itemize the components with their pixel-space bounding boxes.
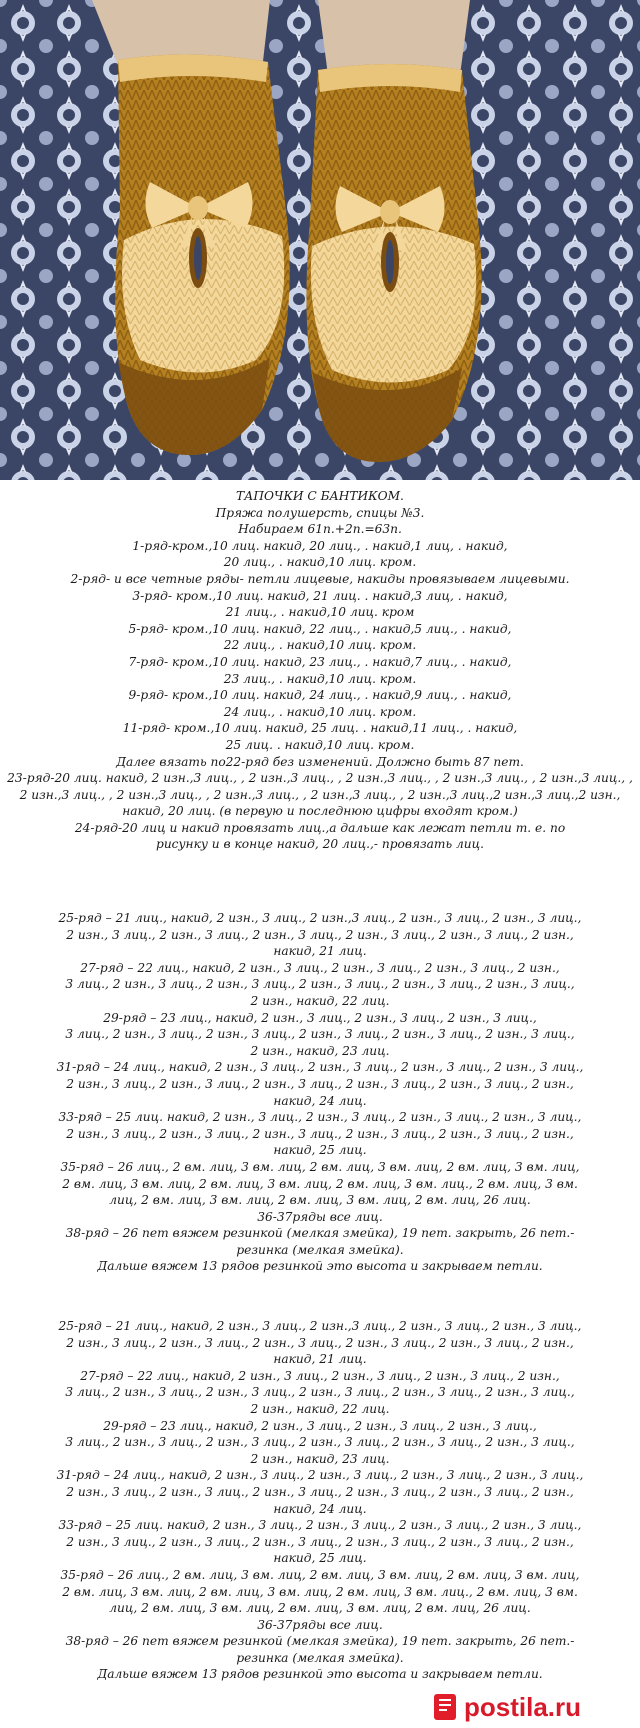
text-line: 3 лиц., 2 изн., 3 лиц., 2 изн., 3 лиц., 2 изн., 3 лиц., 2 изн., 3 лиц., 2 изн., 3 лиц., (65, 977, 575, 992)
text-line: 2 изн., накид, 22 лиц. (250, 993, 390, 1008)
text-line: накид, 21 лиц. (273, 944, 367, 959)
text-line: 3-ряд- кром.,10 лиц. накид, 21 лиц. . накид,3 лиц, . накид, (132, 588, 508, 603)
text-line: 9-ряд- кром.,10 лиц. накид, 24 лиц., . накид,9 лиц., . накид, (128, 688, 512, 703)
text-line: 2 изн., 3 лиц., 2 изн., 3 лиц., 2 изн., 3 лиц., 2 изн., 3 лиц., 2 изн., 3 лиц., 2 изн., (66, 1126, 574, 1141)
text-line: 2 изн., накид, 22 лиц. (250, 1401, 390, 1416)
text-line: 2 изн., 3 лиц., 2 изн., 3 лиц., 2 изн., 3 лиц., 2 изн., 3 лиц., 2 изн., 3 лиц., 2 изн., (66, 927, 574, 942)
text-line: 1-ряд-кром.,10 лиц. накид, 20 лиц., . накид,1 лиц, . накид, (132, 538, 508, 553)
text-line: 5-ряд- кром.,10 лиц. накид, 22 лиц., . накид,5 лиц., . накид, (128, 621, 512, 636)
text-line: накид, 20 лиц. (в первую и последнюю цифры входят кром.) (122, 804, 518, 819)
text-line: 31-ряд – 24 лиц., накид, 2 изн., 3 лиц., 2 изн., 3 лиц., 2 изн., 3 лиц., 2 изн., 3 лиц., (56, 1060, 584, 1075)
text-line: Дальше вяжем 13 рядов резинкой это высота и закрываем петли. (97, 1259, 543, 1274)
text-line: 22 лиц., . накид,10 лиц. кром. (223, 638, 417, 653)
text-line: 2 изн., 3 лиц., 2 изн., 3 лиц., 2 изн., 3 лиц., 2 изн., 3 лиц., 2 изн., 3 лиц., 2 изн., (66, 1076, 574, 1091)
text-line: 25-ряд – 21 лиц., накид, 2 изн., 3 лиц., 2 изн.,3 лиц., 2 изн., 3 лиц., 2 изн., 3 лиц., (58, 1319, 582, 1333)
watermark-text: postila.ru (464, 1692, 582, 1722)
text-line: резинка (мелкая змейка). (236, 1650, 404, 1665)
text-line: Далее вязать по22-ряд без изменений. Должно быть 87 пет. (116, 754, 524, 769)
text-line: лиц, 2 вм. лиц, 3 вм. лиц, 2 вм. лиц, 3 вм. лиц, 2 вм. лиц, 26 лиц. (109, 1601, 531, 1616)
text-line: 33-ряд – 25 лиц. накид, 2 изн., 3 лиц., 2 изн., 3 лиц., 2 изн., 3 лиц., 2 изн., 3 лиц., (58, 1518, 582, 1533)
text-line: ТАПОЧКИ С БАНТИКОМ. (236, 489, 404, 503)
text-line: 2 изн., 3 лиц., 2 изн., 3 лиц., 2 изн., 3 лиц., 2 изн., 3 лиц., 2 изн., 3 лиц., 2 изн., (66, 1534, 574, 1549)
text-line: накид, 24 лиц. (273, 1501, 367, 1516)
watermark (430, 1688, 636, 1724)
text-line: 31-ряд – 24 лиц., накид, 2 изн., 3 лиц., 2 изн., 3 лиц., 2 изн., 3 лиц., 2 изн., 3 лиц., (56, 1468, 584, 1483)
text-line: 38-ряд – 26 пет вяжем резинкой (мелкая змейка), 19 пет. закрыть, 26 пет.- (65, 1226, 575, 1241)
text-line: накид, 25 лиц. (273, 1551, 367, 1566)
text-line: 2 вм. лиц, 3 вм. лиц, 2 вм. лиц, 3 вм. лиц, 2 вм. лиц, 3 вм. лиц., 2 вм. лиц, 3 вм. (62, 1176, 578, 1191)
text-line: 3 лиц., 2 изн., 3 лиц., 2 изн., 3 лиц., 2 изн., 3 лиц., 2 изн., 3 лиц., 2 изн., 3 лиц., (65, 1385, 575, 1400)
text-line: 20 лиц., . накид,10 лиц. кром. (223, 555, 417, 570)
text-line: 36-37ряды все лиц. (257, 1617, 383, 1632)
text-line: накид, 25 лиц. (273, 1143, 367, 1158)
text-line: 3 лиц., 2 изн., 3 лиц., 2 изн., 3 лиц., 2 изн., 3 лиц., 2 изн., 3 лиц., 2 изн., 3 лиц., (65, 1435, 575, 1450)
text-line: рисунку и в конце накид, 20 лиц.,- провязать лиц. (156, 837, 484, 852)
text-line: Пряжа полушерсть, спицы №3. (215, 505, 425, 520)
text-line: Набираем 61п.+2п.=63п. (238, 522, 402, 537)
text-line: 27-ряд – 22 лиц., накид, 2 изн., 3 лиц., 2 изн., 3 лиц., 2 изн., 3 лиц., 2 изн., (80, 1368, 560, 1383)
text-line: 38-ряд – 26 пет вяжем резинкой (мелкая змейка), 19 пет. закрыть, 26 пет.- (65, 1634, 575, 1649)
text-line: 36-37ряды все лиц. (257, 1209, 383, 1224)
text-line: 2-ряд- и все четные ряды- петли лицевые, накиды провязываем лицевыми. (70, 571, 570, 586)
text-line: 3 лиц., 2 изн., 3 лиц., 2 изн., 3 лиц., 2 изн., 3 лиц., 2 изн., 3 лиц., 2 изн., 3 лиц., (65, 1027, 575, 1042)
slippers-photo (0, 0, 640, 480)
rows-section-first (0, 910, 640, 1275)
text-line: 2 изн., накид, 23 лиц. (250, 1043, 390, 1058)
text-line: 24-ряд-20 лиц и накид провязать лиц.,а дальше как лежат петли т. е. по (74, 820, 566, 835)
text-line: 35-ряд – 26 лиц., 2 вм. лиц, 3 вм. лиц, 2 вм. лиц, 3 вм. лиц, 2 вм. лиц, 3 вм. лиц, (60, 1567, 580, 1582)
text-line: 25 лиц. . накид,10 лиц. кром. (225, 737, 415, 752)
text-line: 11-ряд- кром.,10 лиц. накид, 25 лиц. . накид,11 лиц., . накид, (122, 721, 518, 736)
text-line: 25-ряд – 21 лиц., накид, 2 изн., 3 лиц., 2 изн.,3 лиц., 2 изн., 3 лиц., 2 изн., 3 лиц., (58, 911, 582, 925)
intro-block (0, 488, 640, 853)
postila-logo-icon (430, 1688, 636, 1724)
text-line: 2 изн., 3 лиц., 2 изн., 3 лиц., 2 изн., 3 лиц., 2 изн., 3 лиц., 2 изн., 3 лиц., 2 изн., (66, 1484, 574, 1499)
text-line: 24 лиц., . накид,10 лиц. кром. (223, 704, 417, 719)
text-line: 7-ряд- кром.,10 лиц. накид, 23 лиц., . накид,7 лиц., . накид, (128, 654, 512, 669)
text-line: накид, 24 лиц. (273, 1093, 367, 1108)
text-line: 33-ряд – 25 лиц. накид, 2 изн., 3 лиц., 2 изн., 3 лиц., 2 изн., 3 лиц., 2 изн., 3 лиц., (58, 1110, 582, 1125)
text-line: лиц, 2 вм. лиц, 3 вм. лиц, 2 вм. лиц, 3 вм. лиц, 2 вм. лиц, 26 лиц. (109, 1193, 531, 1208)
text-line: 27-ряд – 22 лиц., накид, 2 изн., 3 лиц., 2 изн., 3 лиц., 2 изн., 3 лиц., 2 изн., (80, 960, 560, 975)
text-line: 29-ряд – 23 лиц., накид, 2 изн., 3 лиц., 2 изн., 3 лиц., 2 изн., 3 лиц., (103, 1010, 537, 1025)
text-line: Дальше вяжем 13 рядов резинкой это высота и закрываем петли. (97, 1667, 543, 1682)
text-line: 23-ряд-20 лиц. накид, 2 изн.,3 лиц., , 2 изн.,3 лиц., , 2 изн.,3 лиц., , 2 изн.,3 лиц., , 2 изн.,3 лиц., , (7, 771, 633, 786)
text-line: 29-ряд – 23 лиц., накид, 2 изн., 3 лиц., 2 изн., 3 лиц., 2 изн., 3 лиц., (103, 1418, 537, 1433)
rows-section-repeat (0, 1318, 640, 1683)
text-line: 2 изн.,3 лиц., , 2 изн.,3 лиц., , 2 изн.,3 лиц., , 2 изн.,3 лиц., , 2 изн.,3 лиц.,2 изн.,3 лиц.,2 изн., (19, 787, 621, 802)
text-line: накид, 21 лиц. (273, 1352, 367, 1367)
text-line: резинка (мелкая змейка). (236, 1242, 404, 1257)
text-line: 35-ряд – 26 лиц., 2 вм. лиц, 3 вм. лиц, 2 вм. лиц, 3 вм. лиц, 2 вм. лиц, 3 вм. лиц, (60, 1159, 580, 1174)
text-line: 21 лиц., . накид,10 лиц. кром (225, 605, 415, 620)
text-line: 2 изн., 3 лиц., 2 изн., 3 лиц., 2 изн., 3 лиц., 2 изн., 3 лиц., 2 изн., 3 лиц., 2 изн., (66, 1335, 574, 1350)
text-line: 2 вм. лиц, 3 вм. лиц, 2 вм. лиц, 3 вм. лиц, 2 вм. лиц, 3 вм. лиц., 2 вм. лиц, 3 вм. (62, 1584, 578, 1599)
text-line: 23 лиц., . накид,10 лиц. кром. (223, 671, 417, 686)
text-line: 2 изн., накид, 23 лиц. (250, 1451, 390, 1466)
